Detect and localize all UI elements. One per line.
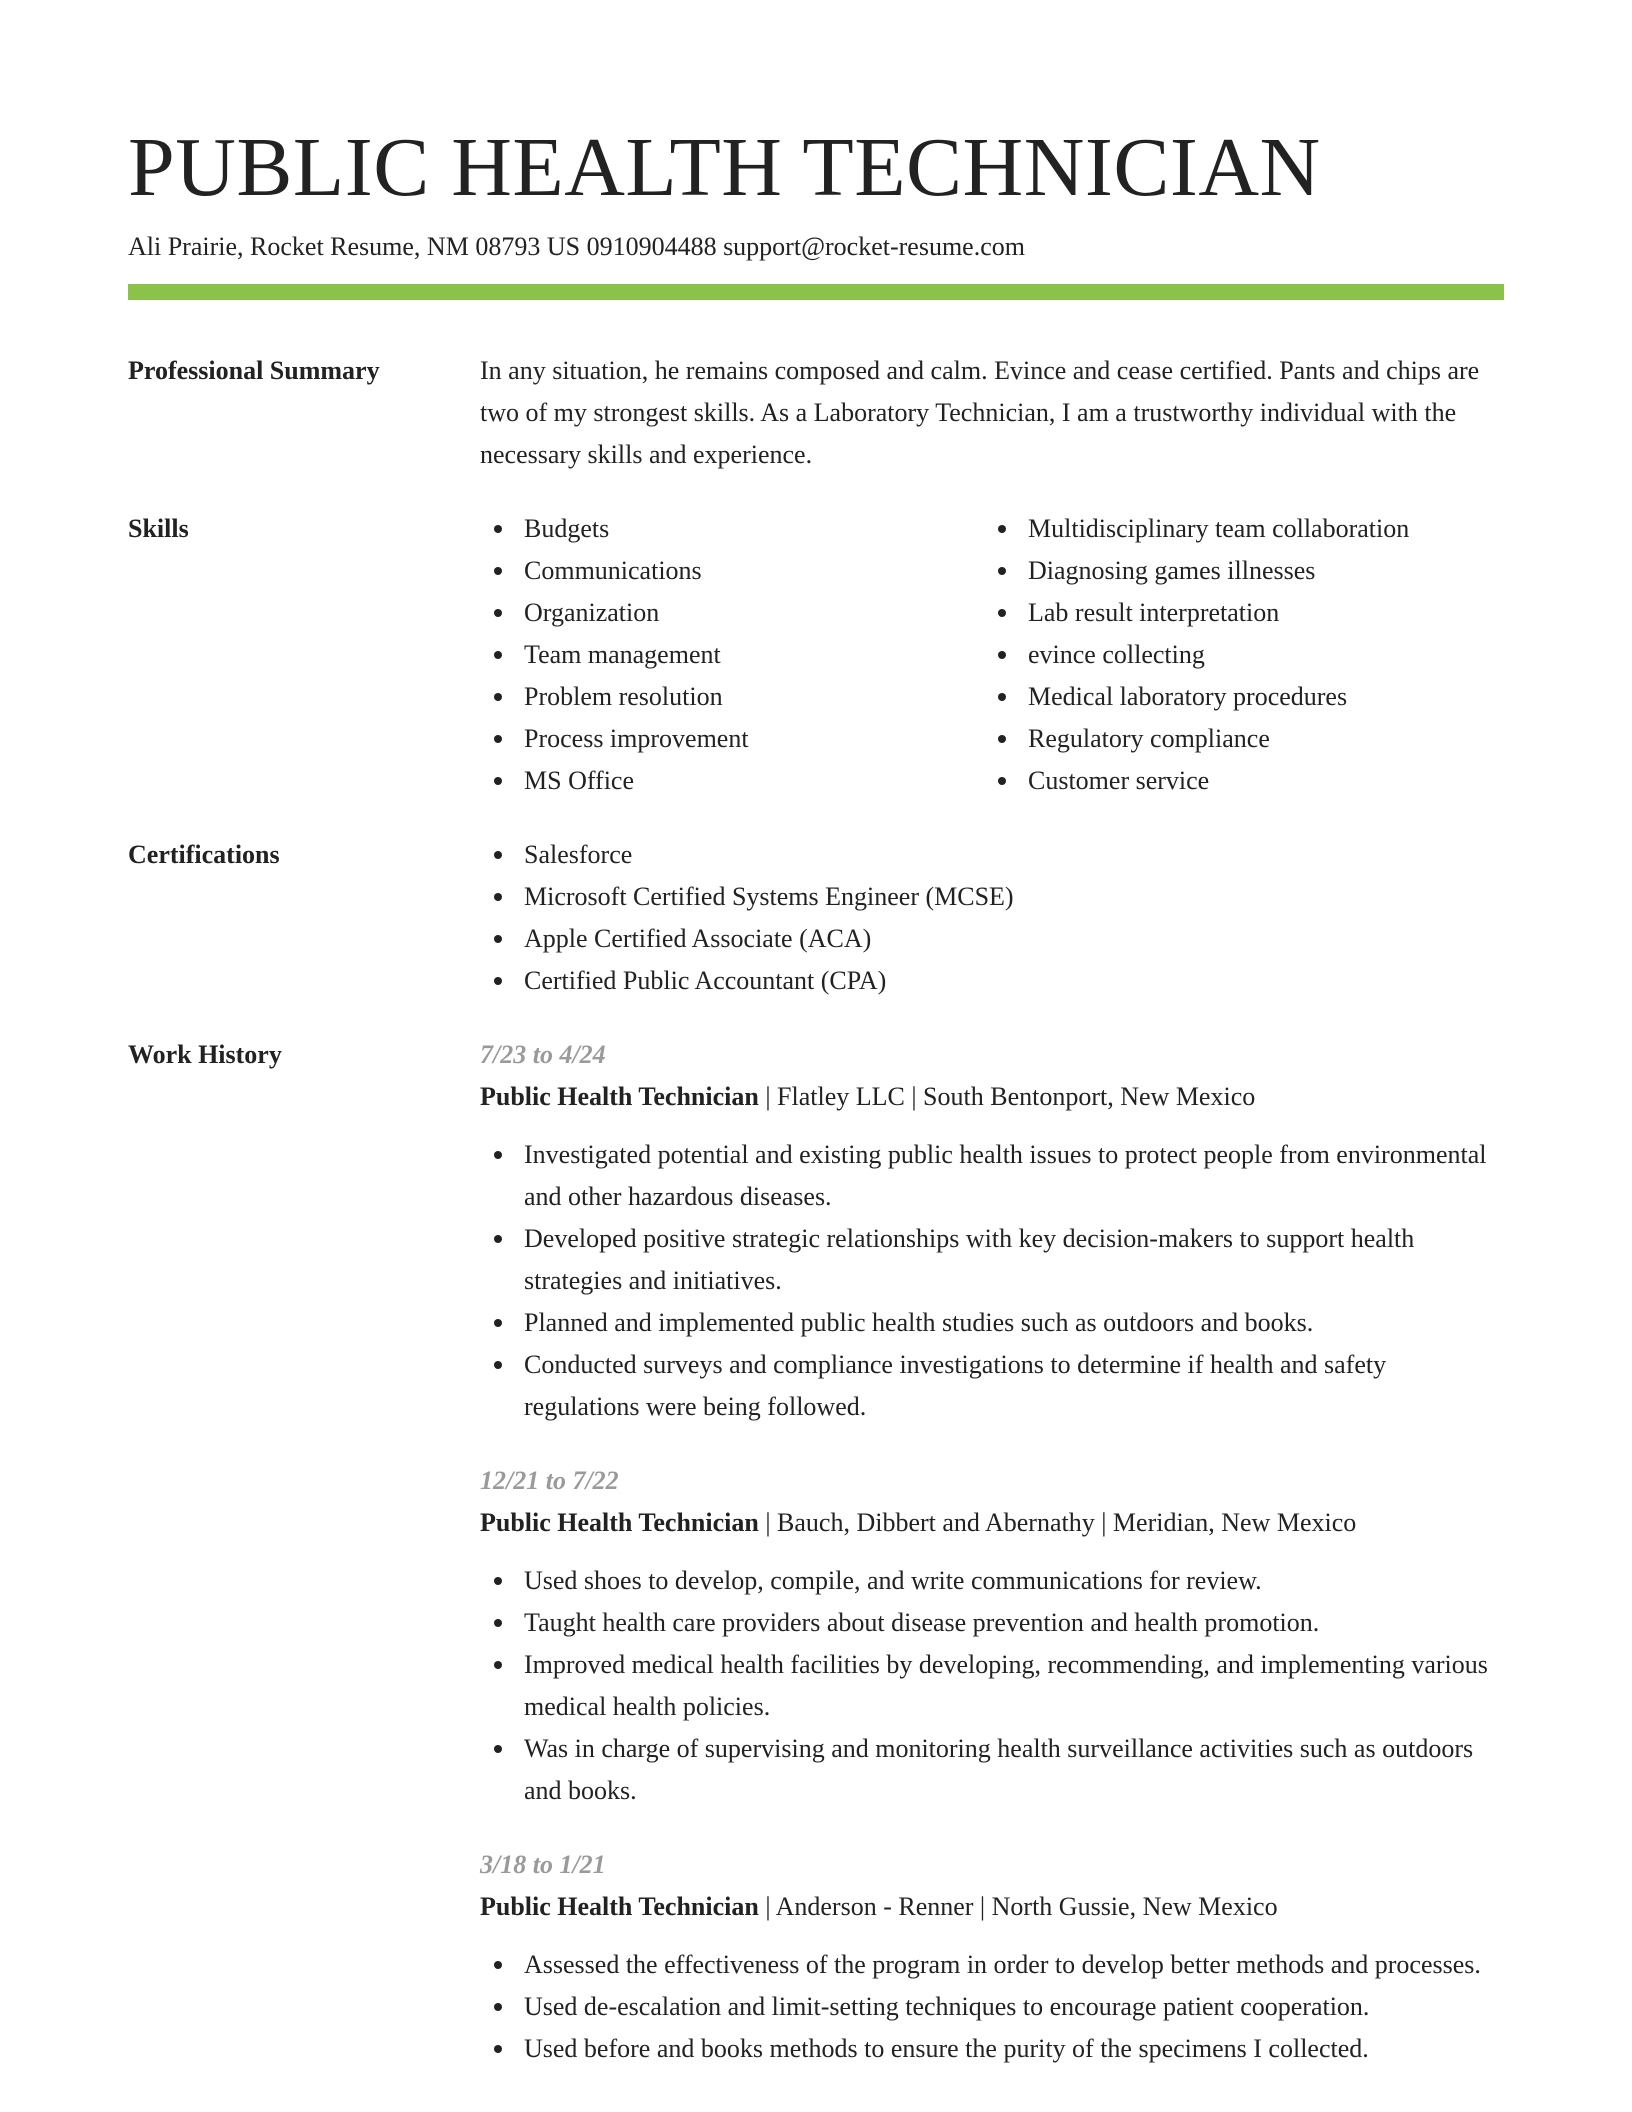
certification-item: Certified Public Accountant (CPA): [480, 960, 1504, 1002]
job-entry: [480, 1460, 1504, 1812]
responsibility-item: Investigated potential and existing public health issues to protect people from environmental and other hazardous diseases.: [480, 1134, 1504, 1218]
summary-text: In any situation, he remains composed and calm. Evince and cease certified. Pants and chips are two of my strongest skills. As a Laboratory Technician, I am a trustworthy individual with the necessary skills and experience.: [480, 356, 1480, 469]
professional-summary-section: [128, 350, 1504, 476]
skill-item: Organization: [480, 592, 984, 634]
skill-item: Communications: [480, 550, 984, 592]
job-title: Public Health Technician: [480, 1508, 759, 1537]
job-heading: [480, 1886, 1504, 1928]
section-label-work-history: Work History: [128, 1040, 282, 1069]
job-entry: [480, 1034, 1504, 1428]
skill-item: Lab result interpretation: [984, 592, 1488, 634]
job-dates: 7/23 to 4/24: [480, 1040, 606, 1069]
responsibility-item: Assessed the effectiveness of the program in order to develop better methods and processes.: [480, 1944, 1504, 1986]
responsibility-item: Planned and implemented public health studies such as outdoors and books.: [480, 1302, 1504, 1344]
job-dates: 3/18 to 1/21: [480, 1850, 606, 1879]
job-responsibilities: [480, 1560, 1504, 1812]
job-responsibilities: [480, 1944, 1504, 2070]
skill-item: Medical laboratory procedures: [984, 676, 1488, 718]
certification-item: Microsoft Certified Systems Engineer (MCSE): [480, 876, 1504, 918]
skill-item: Multidisciplinary team collaboration: [984, 508, 1488, 550]
skill-item: Budgets: [480, 508, 984, 550]
contact-info: Ali Prairie, Rocket Resume, NM 08793 US 0910904488 support@rocket-resume.com: [128, 232, 1025, 261]
job-dates: 12/21 to 7/22: [480, 1466, 619, 1495]
skill-item: evince collecting: [984, 634, 1488, 676]
skill-item: Problem resolution: [480, 676, 984, 718]
skill-item: Process improvement: [480, 718, 984, 760]
skills-section: [128, 508, 1504, 802]
responsibility-item: Used de-escalation and limit-setting techniques to encourage patient cooperation.: [480, 1986, 1504, 2028]
job-heading: [480, 1076, 1504, 1118]
accent-divider: [128, 284, 1504, 300]
responsibility-item: Improved medical health facilities by developing, recommending, and implementing various medical health policies.: [480, 1644, 1504, 1728]
skill-item: Customer service: [984, 760, 1488, 802]
job-employer-location: | Flatley LLC | South Bentonport, New Mexico: [758, 1082, 1256, 1111]
responsibility-item: Was in charge of supervising and monitoring health surveillance activities such as outdoors and books.: [480, 1728, 1504, 1812]
resume-page: [128, 118, 1504, 2070]
responsibility-item: Used before and books methods to ensure the purity of the specimens I collected.: [480, 2028, 1504, 2070]
work-history-section: [128, 1034, 1504, 2070]
skill-item: Regulatory compliance: [984, 718, 1488, 760]
job-entry: [480, 1844, 1504, 2070]
certifications-list: [480, 834, 1504, 1002]
skills-list-left: [480, 508, 984, 802]
responsibility-item: Taught health care providers about disease prevention and health promotion.: [480, 1602, 1504, 1644]
certification-item: Apple Certified Associate (ACA): [480, 918, 1504, 960]
job-title: Public Health Technician: [480, 1082, 759, 1111]
certification-item: Salesforce: [480, 834, 1504, 876]
resume-title: PUBLIC HEALTH TECHNICIAN: [128, 121, 1321, 214]
job-responsibilities: [480, 1134, 1504, 1428]
job-title: Public Health Technician: [480, 1892, 759, 1921]
section-label-summary: Professional Summary: [128, 356, 380, 385]
responsibility-item: Conducted surveys and compliance investigations to determine if health and safety regulations were being followed.: [480, 1344, 1504, 1428]
skill-item: Team management: [480, 634, 984, 676]
section-label-certifications: Certifications: [128, 840, 280, 869]
skill-item: Diagnosing games illnesses: [984, 550, 1488, 592]
skills-list-right: [984, 508, 1488, 802]
certifications-section: [128, 834, 1504, 1002]
section-label-skills: Skills: [128, 514, 189, 543]
skill-item: MS Office: [480, 760, 984, 802]
job-employer-location: | Anderson - Renner | North Gussie, New Mexico: [758, 1892, 1278, 1921]
job-employer-location: | Bauch, Dibbert and Abernathy | Meridian, New Mexico: [758, 1508, 1357, 1537]
responsibility-item: Developed positive strategic relationships with key decision-makers to support health strategies and initiatives.: [480, 1218, 1504, 1302]
responsibility-item: Used shoes to develop, compile, and write communications for review.: [480, 1560, 1504, 1602]
job-heading: [480, 1502, 1504, 1544]
